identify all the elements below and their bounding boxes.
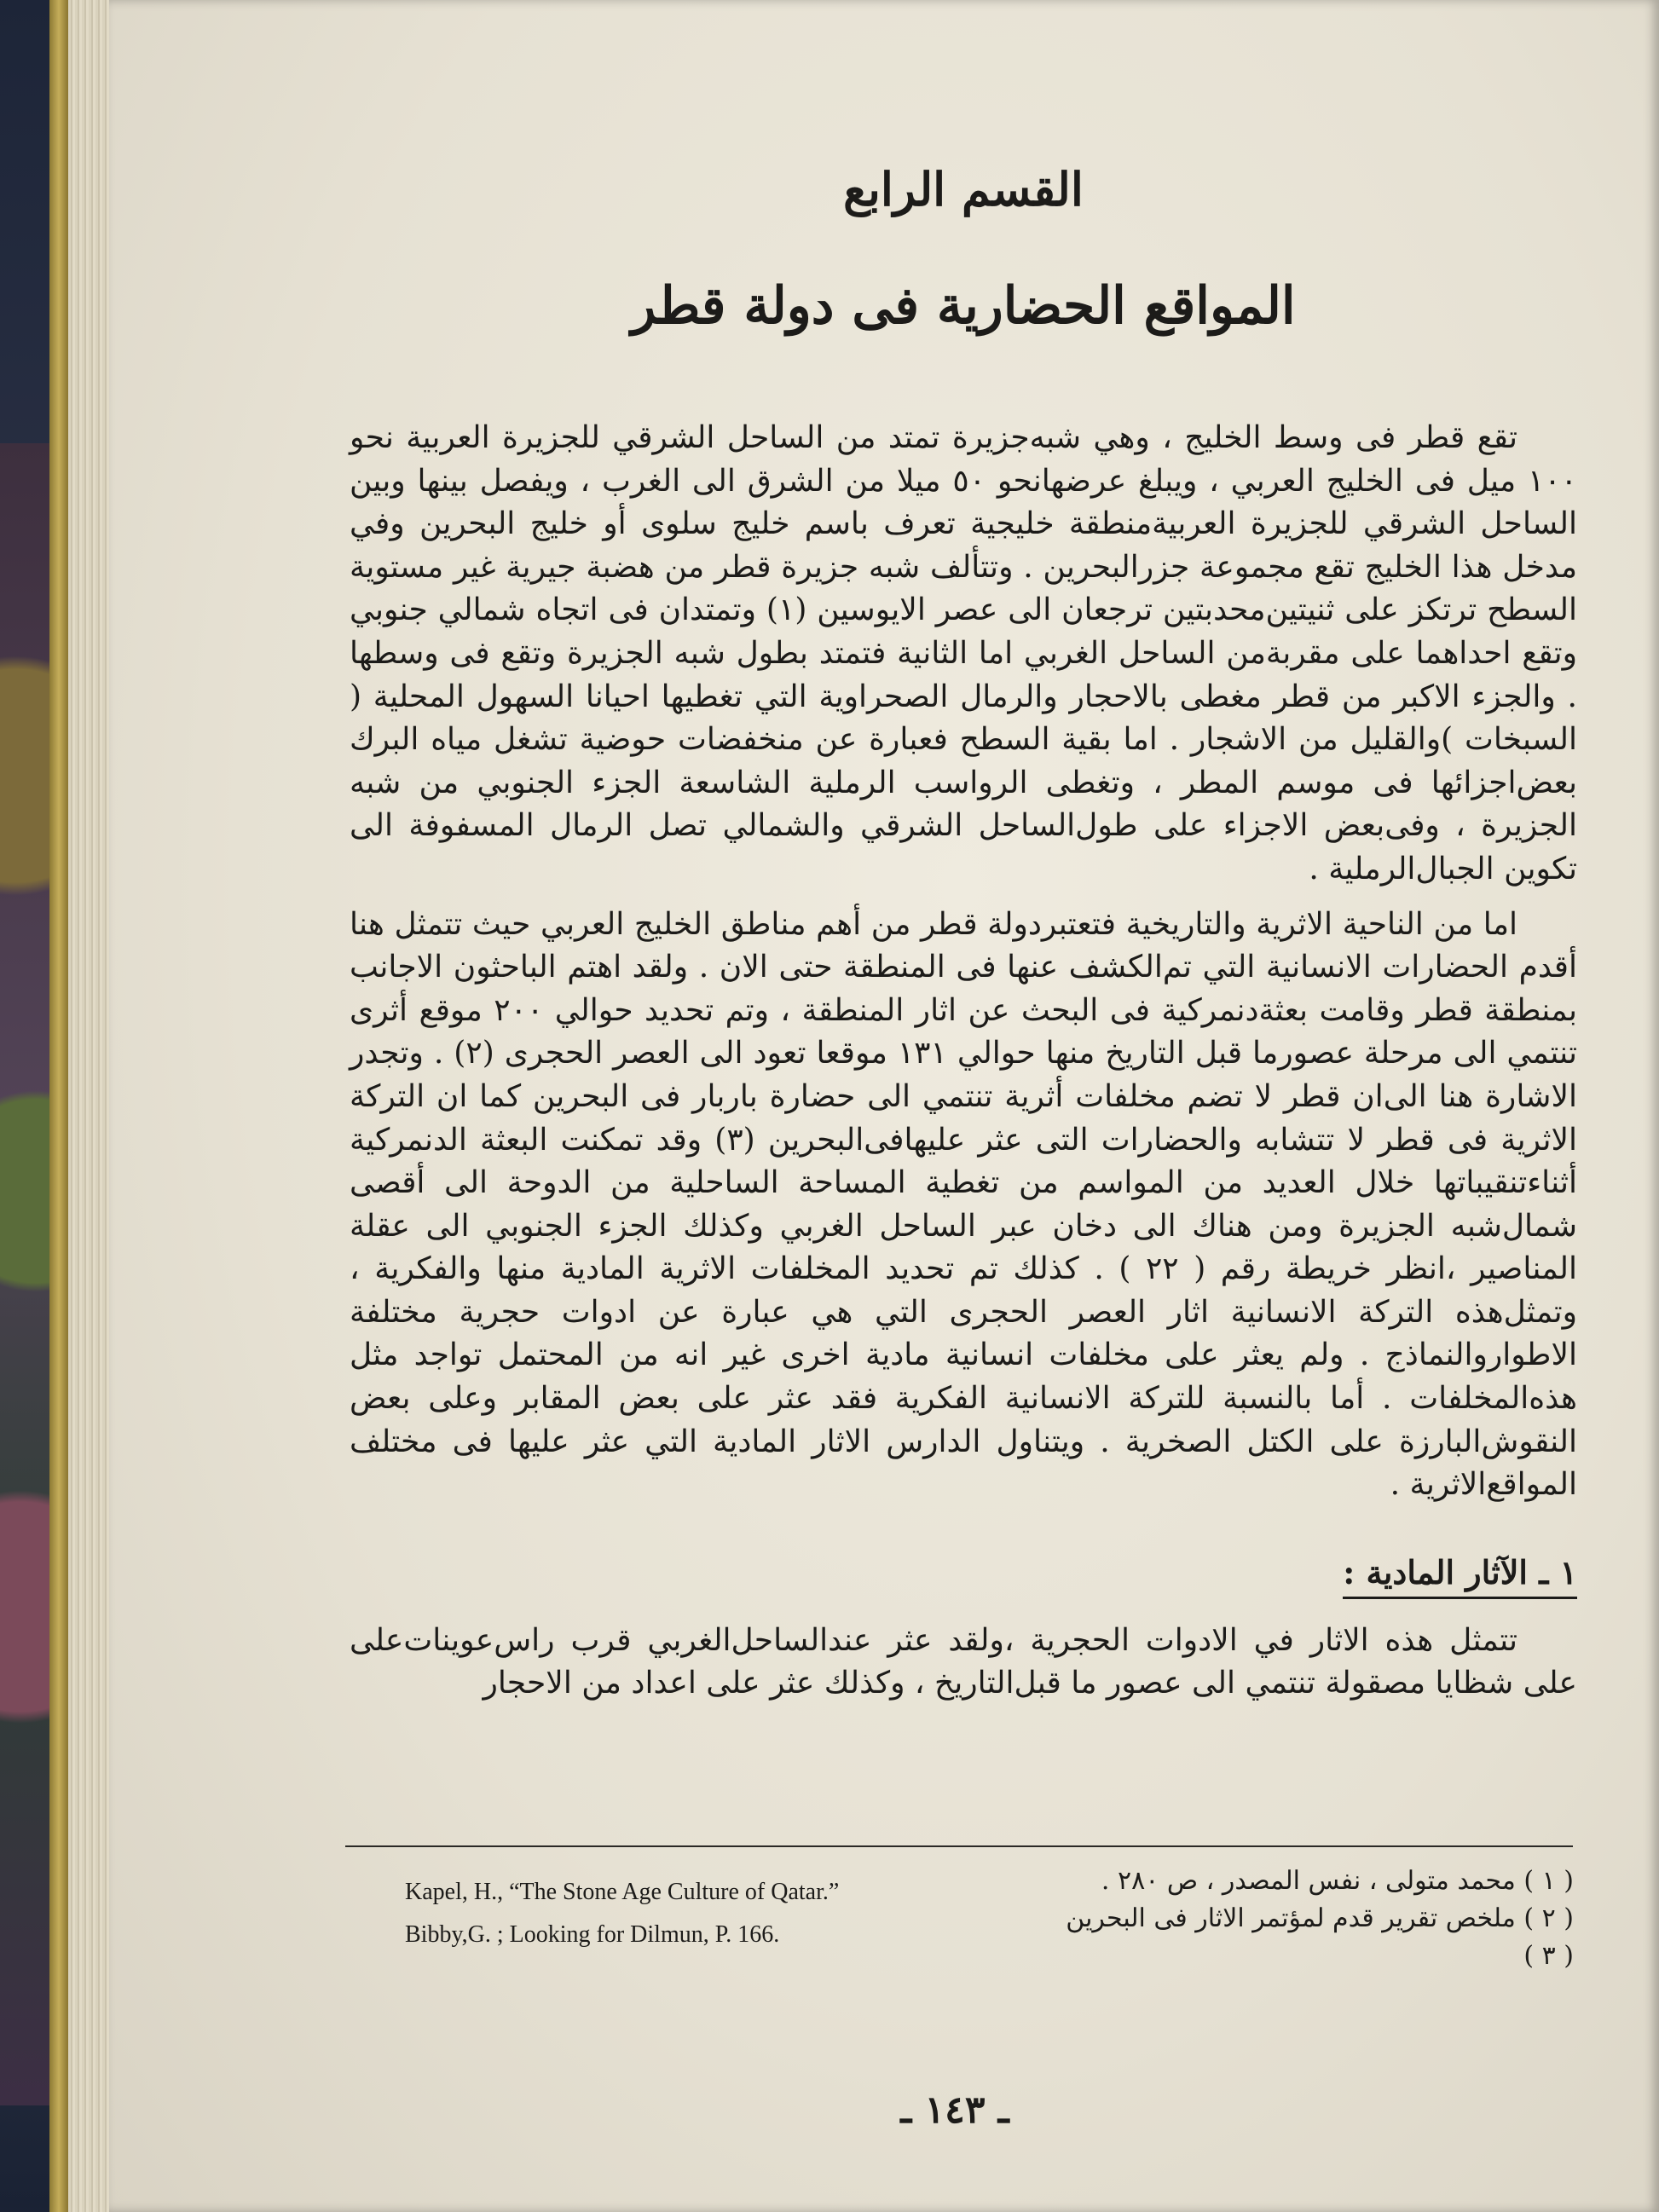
subsection-paragraph: تتمثل هذه الاثار في الادوات الحجرية ،ولقد عثر عندالساحل‌الغربي قرب راس‌عوينات‌على على شظايا مصقولة تنتمي الى عصور ما قبل‌التاريخ ، وكذلك عثر على اعداد من الاحجار — [350, 1622, 1577, 1701]
marbled-endpaper — [0, 443, 51, 2105]
page-content — [350, 162, 1577, 1718]
paragraph-1: تقع قطر فى وسط الخليج ، وهي شبه‌جزيرة تمتد من الساحل الشرقي للجزيرة العربية نحو ١٠٠ ميل فى الخليج العربي ، ويبلغ عرضهانحو ٥٠ ميلا من الشرق الى الغرب ، ويفصل بينها وبين الساحل الشرقي للجزيرة العربيةمنطقة خليجية تعرف باسم خليج سلوى أو خليج البحرين وفي مدخل هذا الخليج تقع مجموعة جزرالبحرين . وتتألف شبه جزيرة قطر من هضبة جيرية غير مستوية السطح ترتكز على ثنيتين‌محدبتين ترجعان الى عصر الايوسين (١) وتمتدان فى اتجاه شمالي جنوبي وتقع احداهما على مقربةمن الساحل الغربي اما الثانية فتمتد بطول شبه الجزيرة وتقع فى وسطها . والجزء الاكبر من قطر مغطى بالاحجار والرمال الصحراوية التي تغطيها احيانا السهول المحلية ( السبخات )والقليل من الاشجار . اما بقية السطح فعبارة عن منخفضات حوضية تشغل مياه البرك بعض‌اجزائها فى موسم المطر ، وتغطى الرواسب الرملية الشاسعة الجزء الجنوبي من شبه الجزيرة ، وفى‌بعض الاجزاء على طول‌الساحل الشرقي والشمالي تصل الرمال المسفوفة الى تكوين الجبال‌الرملية . — [350, 420, 1577, 887]
section-label: القسم الرابع — [843, 162, 1084, 217]
footnote-ar-1: ( ١ ) محمد متولى ، نفس المصدر ، ص ٢٨٠ . — [1101, 1866, 1574, 1896]
footnote-divider — [345, 1845, 1573, 1847]
paragraph-2: اما من الناحية الاثرية والتاريخية فتعتبردولة قطر من أهم مناطق الخليج العربي حيث تتمثل هنا أقدم الحضارات الانسانية التي تم‌الكشف عنها فى المنطقة حتى الان . ولقد اهتم الباحثون الاجانب بمنطقة قطر وقامت بعثةدنمركية فى البحث عن اثار المنطقة ، وتم تحديد حوالي ٢٠٠ موقع أثرى تنتمي الى مرحلة عصورما قبل التاريخ منها حوالي ١٣١ موقعا تعود الى العصر الحجرى (٢) . وتجدر الاشارة هنا الى‌ان قطر لا تضم مخلفات أثرية تنتمي الى حضارة باربار فى البحرين كما ان التركة الاثرية فى قطر لا تتشابه والحضارات التى عثر عليهافى‌البحرين (٣) وقد تمكنت البعثة الدنمركية أثناءتنقيباتها خلال العديد من المواسم من تغطية المساحة الساحلية من الدوحة الى أقصى شمال‌شبه الجزيرة ومن هناك الى دخان عبر الساحل الغربي وكذلك الجزء الجنوبي الى عقلة المناصير ،انظر خريطة رقم ( ٢٢ ) . كذلك تم تحديد المخلفات الاثرية المادية منها والفكرية ، وتمثل‌هذه التركة الانسانية اثار العصر الحجرى التي هي عبارة عن ادوات حجرية مختلفة الاطوار‌والنماذج . ولم يعثر على مخلفات انسانية مادية اخرى غير انه من المحتمل تواجد مثل هذه‌المخلفات . أما بالنسبة للتركة الانسانية الفكرية فقد عثر على بعض المقابر وعلى بعض النقوش‌البارزة على الكتل الصخرية . ويتناول الدارس الاثار المادية التي عثر عليها فى مختلف المواقع‌الاثرية . — [350, 906, 1577, 1503]
footnote-en-2: Bibby,G. ; Looking for Dilmun, P. 166. — [405, 1921, 780, 1948]
footnotes-english — [405, 1871, 1002, 1956]
footnotes-arabic — [960, 1863, 1574, 1975]
page-title: المواقع الحضارية فى دولة قطر — [631, 276, 1296, 336]
footnote-ar-3: ( ٣ ) — [1523, 1941, 1574, 1971]
footnote-ar-2: ( ٢ ) ملخص تقرير قدم لمؤتمر الاثار فى البحرين — [1066, 1903, 1574, 1933]
gilt-edge — [49, 0, 68, 2212]
subsection-heading: ١ ـ الآثار المادية : — [1343, 1553, 1577, 1599]
footnote-en-1: Kapel, H., “The Stone Age Culture of Qatar.” — [405, 1879, 840, 1905]
page-number: ـ ١٤٣ ـ — [900, 2088, 1009, 2132]
